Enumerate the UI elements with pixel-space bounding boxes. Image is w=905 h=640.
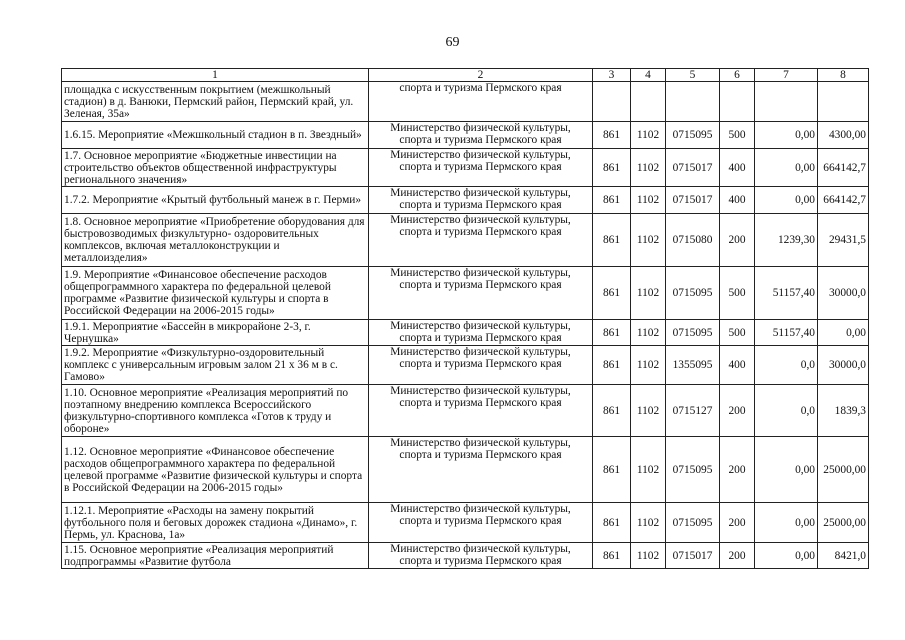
target-article-cell: 0715095 bbox=[666, 122, 720, 149]
code-cell: 861 bbox=[593, 543, 631, 569]
amount-cell: 0,00 bbox=[755, 437, 818, 503]
org: спорта и туризма Пермского края bbox=[369, 82, 593, 122]
section-cell: 1102 bbox=[631, 267, 666, 320]
org: Министерство физической культуры, спорта и туризма Пермского края bbox=[369, 187, 593, 214]
amount-cell: 0,00 bbox=[755, 503, 818, 543]
header-cell: 2 bbox=[369, 69, 593, 82]
amount-cell: 25000,00 bbox=[818, 437, 869, 503]
section-cell: 1102 bbox=[631, 187, 666, 214]
table-row bbox=[62, 82, 869, 122]
section-cell: 1102 bbox=[631, 149, 666, 187]
org: Министерство физической культуры, спорта и туризма Пермского края bbox=[369, 543, 593, 569]
table-row bbox=[62, 346, 869, 385]
table-row bbox=[62, 187, 869, 214]
section-cell: 1102 bbox=[631, 320, 666, 346]
code-cell: 861 bbox=[593, 187, 631, 214]
expense-type-cell: 400 bbox=[720, 187, 755, 214]
expense-type-cell: 500 bbox=[720, 320, 755, 346]
name: 1.12.1. Мероприятие «Расходы на замену покрытий футбольного поля и беговых дорожек стадиона «Динамо», г. Пермь, ул. Краснова, 1а» bbox=[62, 503, 369, 543]
code-cell: 861 bbox=[593, 149, 631, 187]
amount-cell: 30000,0 bbox=[818, 267, 869, 320]
amount-cell: 0,00 bbox=[818, 320, 869, 346]
amount-cell: 0,00 bbox=[755, 122, 818, 149]
expense-type-cell: 200 bbox=[720, 543, 755, 569]
name: 1.8. Основное мероприятие «Приобретение оборудования для быстровозводимых физкультурно- оздоровительных комплексов, включая металлоконструкции и металлоизделия» bbox=[62, 214, 369, 267]
org: Министерство физической культуры, спорта и туризма Пермского края bbox=[369, 320, 593, 346]
table-row bbox=[62, 385, 869, 437]
section-cell: 1102 bbox=[631, 122, 666, 149]
name: 1.9. Мероприятие «Финансовое обеспечение расходов общепрограммного характера по федеральной целевой программе «Развитие физической культуры и спорта в Российской Федерации на 2006-2015 годы» bbox=[62, 267, 369, 320]
budget-table bbox=[61, 68, 869, 569]
amount-cell: 51157,40 bbox=[755, 320, 818, 346]
name: 1.10. Основное мероприятие «Реализация мероприятий по поэтапному внедрению комплекса Всероссийского физкультурно-спортивного комплекса «Готов к труду и обороне» bbox=[62, 385, 369, 437]
name: 1.9.2. Мероприятие «Физкультурно-оздоровительный комплекс с универсальным игровым залом 21 х 36 м в с. Гамово» bbox=[62, 346, 369, 385]
expense-type-cell: 500 bbox=[720, 122, 755, 149]
expense-type-cell: 200 bbox=[720, 214, 755, 267]
amount-cell: 0,00 bbox=[755, 187, 818, 214]
target-article-cell: 0715017 bbox=[666, 149, 720, 187]
target-article-cell: 0715095 bbox=[666, 267, 720, 320]
org: Министерство физической культуры, спорта и туризма Пермского края bbox=[369, 503, 593, 543]
expense-type-cell: 500 bbox=[720, 267, 755, 320]
expense-type-cell: 200 bbox=[720, 385, 755, 437]
table-row bbox=[62, 267, 869, 320]
table-row bbox=[62, 320, 869, 346]
amount-cell: 0,00 bbox=[755, 543, 818, 569]
table-row bbox=[62, 437, 869, 503]
name: 1.15. Основное мероприятие «Реализация мероприятий подпрограммы «Развитие футбола bbox=[62, 543, 369, 569]
header-cell: 5 bbox=[666, 69, 720, 82]
header-cell: 3 bbox=[593, 69, 631, 82]
table-row bbox=[62, 214, 869, 267]
target-article-cell: 0715095 bbox=[666, 503, 720, 543]
section-cell: 1102 bbox=[631, 385, 666, 437]
code-cell: 861 bbox=[593, 122, 631, 149]
amount-cell bbox=[755, 82, 818, 122]
name: 1.7.2. Мероприятие «Крытый футбольный манеж в г. Перми» bbox=[62, 187, 369, 214]
code-cell: 861 bbox=[593, 346, 631, 385]
org: Министерство физической культуры, спорта и туризма Пермского края bbox=[369, 385, 593, 437]
amount-cell: 51157,40 bbox=[755, 267, 818, 320]
org: Министерство физической культуры, спорта и туризма Пермского края bbox=[369, 267, 593, 320]
table-row bbox=[62, 543, 869, 569]
header-cell: 6 bbox=[720, 69, 755, 82]
table-row bbox=[62, 122, 869, 149]
target-article-cell: 0715017 bbox=[666, 543, 720, 569]
header-cell: 8 bbox=[818, 69, 869, 82]
table-row bbox=[62, 149, 869, 187]
code-cell: 861 bbox=[593, 320, 631, 346]
amount-cell: 1239,30 bbox=[755, 214, 818, 267]
expense-type-cell bbox=[720, 82, 755, 122]
section-cell: 1102 bbox=[631, 503, 666, 543]
name: 1.12. Основное мероприятие «Финансовое обеспечение расходов общепрограммного характера по федеральной целевой программе «Развитие физической культуры и спорта в Российской Федерации на 2006-2015 годы» bbox=[62, 437, 369, 503]
target-article-cell bbox=[666, 82, 720, 122]
code-cell bbox=[593, 82, 631, 122]
name: 1.9.1. Мероприятие «Бассейн в микрорайоне 2-3, г. Чернушка» bbox=[62, 320, 369, 346]
amount-cell: 25000,00 bbox=[818, 503, 869, 543]
expense-type-cell: 400 bbox=[720, 149, 755, 187]
code-cell: 861 bbox=[593, 214, 631, 267]
section-cell: 1102 bbox=[631, 543, 666, 569]
amount-cell: 1839,3 bbox=[818, 385, 869, 437]
section-cell: 1102 bbox=[631, 346, 666, 385]
org: Министерство физической культуры, спорта и туризма Пермского края bbox=[369, 437, 593, 503]
amount-cell: 664142,7 bbox=[818, 187, 869, 214]
section-cell: 1102 bbox=[631, 214, 666, 267]
amount-cell: 0,0 bbox=[755, 346, 818, 385]
expense-type-cell: 400 bbox=[720, 346, 755, 385]
code-cell: 861 bbox=[593, 503, 631, 543]
target-article-cell: 0715080 bbox=[666, 214, 720, 267]
target-article-cell: 0715017 bbox=[666, 187, 720, 214]
name: 1.6.15. Мероприятие «Межшкольный стадион в п. Звездный» bbox=[62, 122, 369, 149]
amount-cell: 29431,5 bbox=[818, 214, 869, 267]
target-article-cell: 0715095 bbox=[666, 320, 720, 346]
target-article-cell: 0715095 bbox=[666, 437, 720, 503]
amount-cell: 30000,0 bbox=[818, 346, 869, 385]
amount-cell: 0,0 bbox=[755, 385, 818, 437]
amount-cell bbox=[818, 82, 869, 122]
amount-cell: 4300,00 bbox=[818, 122, 869, 149]
code-cell: 861 bbox=[593, 267, 631, 320]
expense-type-cell: 200 bbox=[720, 437, 755, 503]
org: Министерство физической культуры, спорта и туризма Пермского края bbox=[369, 214, 593, 267]
name: 1.7. Основное мероприятие «Бюджетные инвестиции на строительство объектов общественной инфраструктуры регионального значения» bbox=[62, 149, 369, 187]
amount-cell: 664142,7 bbox=[818, 149, 869, 187]
header-row bbox=[62, 69, 869, 82]
org: Министерство физической культуры, спорта и туризма Пермского края bbox=[369, 122, 593, 149]
section-cell: 1102 bbox=[631, 437, 666, 503]
amount-cell: 8421,0 bbox=[818, 543, 869, 569]
header-cell: 7 bbox=[755, 69, 818, 82]
header-cell: 1 bbox=[62, 69, 369, 82]
code-cell: 861 bbox=[593, 385, 631, 437]
org: Министерство физической культуры, спорта и туризма Пермского края bbox=[369, 149, 593, 187]
org: Министерство физической культуры, спорта и туризма Пермского края bbox=[369, 346, 593, 385]
code-cell: 861 bbox=[593, 437, 631, 503]
section-cell bbox=[631, 82, 666, 122]
page-number: 69 bbox=[445, 35, 460, 50]
expense-type-cell: 200 bbox=[720, 503, 755, 543]
target-article-cell: 0715127 bbox=[666, 385, 720, 437]
target-article-cell: 1355095 bbox=[666, 346, 720, 385]
header-cell: 4 bbox=[631, 69, 666, 82]
amount-cell: 0,00 bbox=[755, 149, 818, 187]
name: площадка с искусственным покрытием (межшкольный стадион) в д. Ванюки, Пермский район, Пермский край, ул. Зеленая, 35а» bbox=[62, 82, 369, 122]
table-row bbox=[62, 503, 869, 543]
